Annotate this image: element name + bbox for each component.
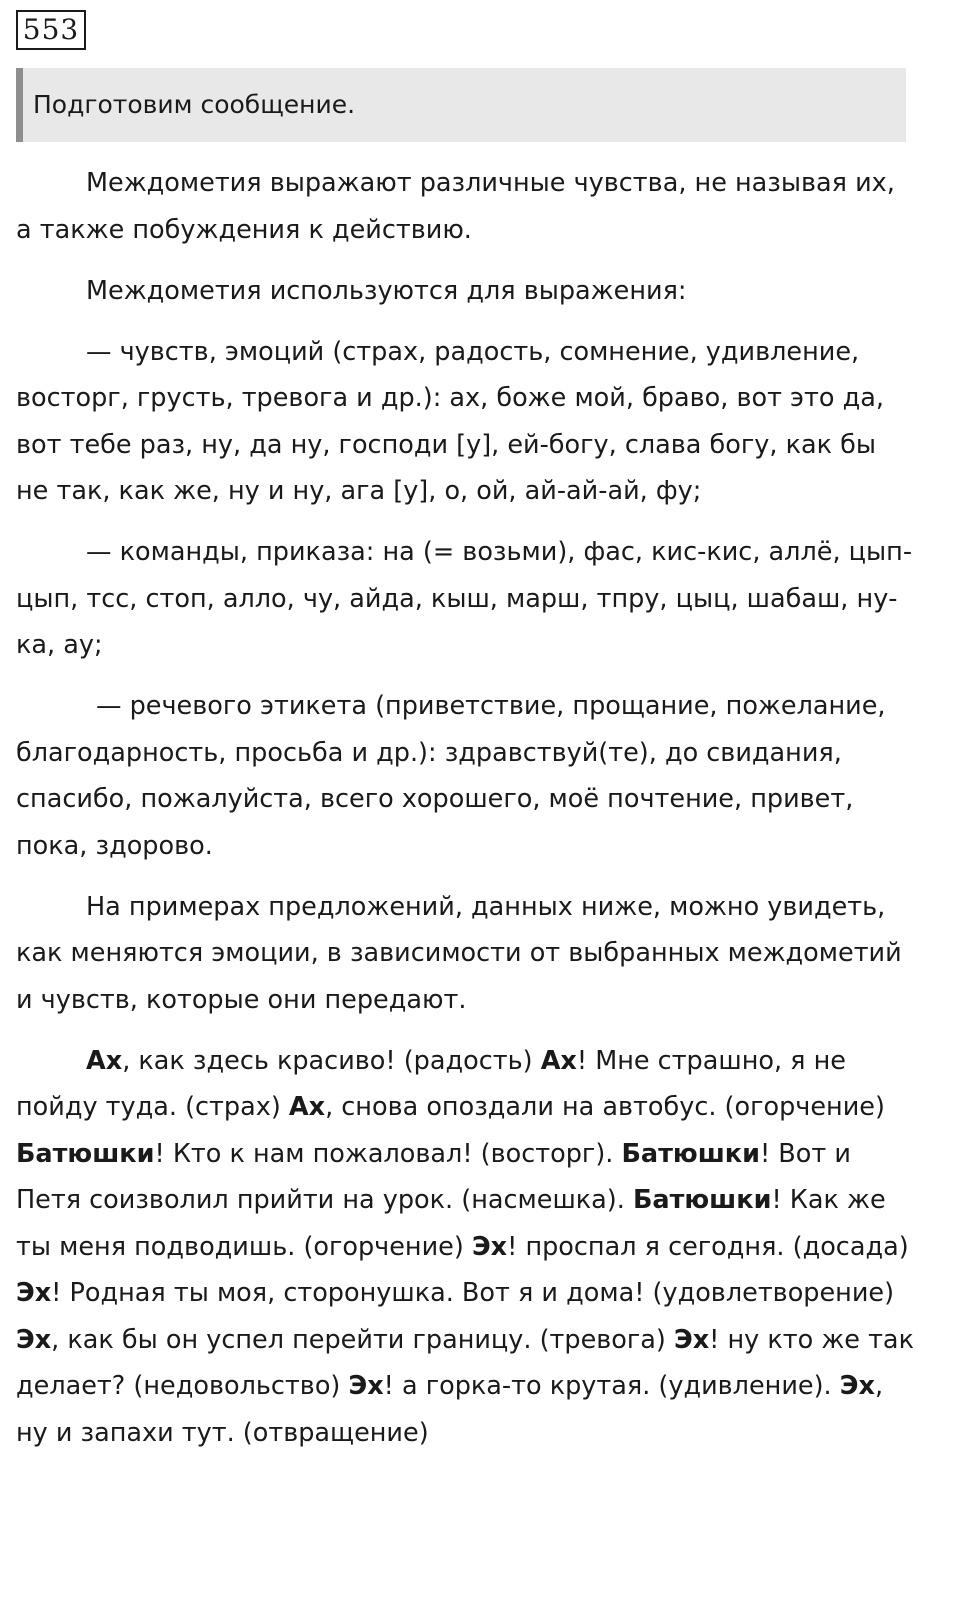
- example-interjection: Эх: [348, 1371, 384, 1401]
- example-rest: ! Мне страшно, я не пойду туда. (страх): [16, 1045, 846, 1122]
- example-rest: ! Родная ты моя, сторонушка. Вот я и дома! (удовлетворение): [51, 1278, 895, 1308]
- example-interjection: Батюшки: [16, 1138, 155, 1169]
- example-rest: , как бы он успел перейти границу. (тревога): [51, 1324, 674, 1355]
- example-interjection: Эх: [16, 1324, 52, 1355]
- task-instruction-banner: [16, 68, 906, 142]
- example-interjection: Эх: [839, 1371, 875, 1401]
- answer-text: [16, 160, 916, 1471]
- example-rest: ! Вот и Петя соизволил прийти на урок. (насмешка).: [16, 1138, 851, 1215]
- exercise-number: 553: [16, 10, 86, 50]
- example-rest: ! Как же ты меня подводишь. (огорчение): [16, 1185, 886, 1262]
- paragraph-commands: — команды, приказа: на (= возьми), фас, кис-кис, аллё, цып-цып, тсс, стоп, алло, чу, айда, кыш, марш, тпру, цыц, шабаш, ну-ка, ау;: [16, 537, 913, 660]
- paragraph-etiquette: — речевого этикета (приветствие, прощание, пожелание, благодарность, просьба и др.): здравствуй(те), до свидания, спасибо, пожалуйста, всего хорошего, моё почтение, привет, пока, здорово.: [16, 691, 886, 861]
- example-sentence: [472, 1232, 909, 1262]
- example-rest: ! а горка-то крутая. (удивление).: [383, 1371, 840, 1401]
- example-sentence: [86, 1046, 541, 1076]
- paragraph-examples: [16, 1038, 916, 1457]
- example-sentence: [16, 1325, 674, 1355]
- example-sentence: [16, 1278, 894, 1308]
- paragraph-emotions: — чувств, эмоций (страх, радость, сомнение, удивление, восторг, грусть, тревога и др.): ах, боже мой, браво, вот это да, вот тебе раз, ну, да ну, господи [у], ей-богу, слава богу, как бы не так, как же, ну и ну, ага [у], о, ой, ай-ай-ай, фу;: [16, 336, 884, 506]
- example-interjection: Ах: [540, 1045, 577, 1076]
- example-interjection: Батюшки: [621, 1138, 760, 1169]
- example-rest: , как здесь красиво! (радость): [122, 1045, 541, 1076]
- example-rest: ! проспал я сегодня. (досада): [507, 1231, 909, 1262]
- example-sentence: [289, 1092, 885, 1122]
- example-interjection: Эх: [16, 1278, 52, 1308]
- example-rest: ! ну кто же так делает? (недовольство): [16, 1324, 914, 1401]
- example-interjection: Ах: [86, 1045, 123, 1076]
- example-interjection: Эх: [471, 1231, 508, 1262]
- task-instruction: Подготовим сообщение.: [33, 90, 356, 119]
- example-rest: , снова опоздали на автобус. (огорчение): [325, 1092, 885, 1122]
- example-interjection: Батюшки: [632, 1185, 772, 1215]
- example-rest: , ну и запахи тут. (отвращение): [16, 1371, 884, 1448]
- paragraph-examples-intro: На примерах предложений, данных ниже, можно увидеть, как меняются эмоции, в зависимости от выбранных междометий и чувств, которые они передают.: [16, 891, 902, 1015]
- paragraph-intro: Междометия выражают различные чувства, не называя их, а также побуждения к действию.: [16, 168, 895, 245]
- paragraph-used-for: Междометия используются для выражения:: [86, 275, 687, 306]
- example-sentence: [348, 1371, 839, 1401]
- example-interjection: Ах: [288, 1092, 326, 1122]
- example-sentence: [16, 1139, 621, 1169]
- example-interjection: Эх: [673, 1324, 710, 1355]
- example-rest: ! Кто к нам пожаловал! (восторг).: [154, 1138, 622, 1169]
